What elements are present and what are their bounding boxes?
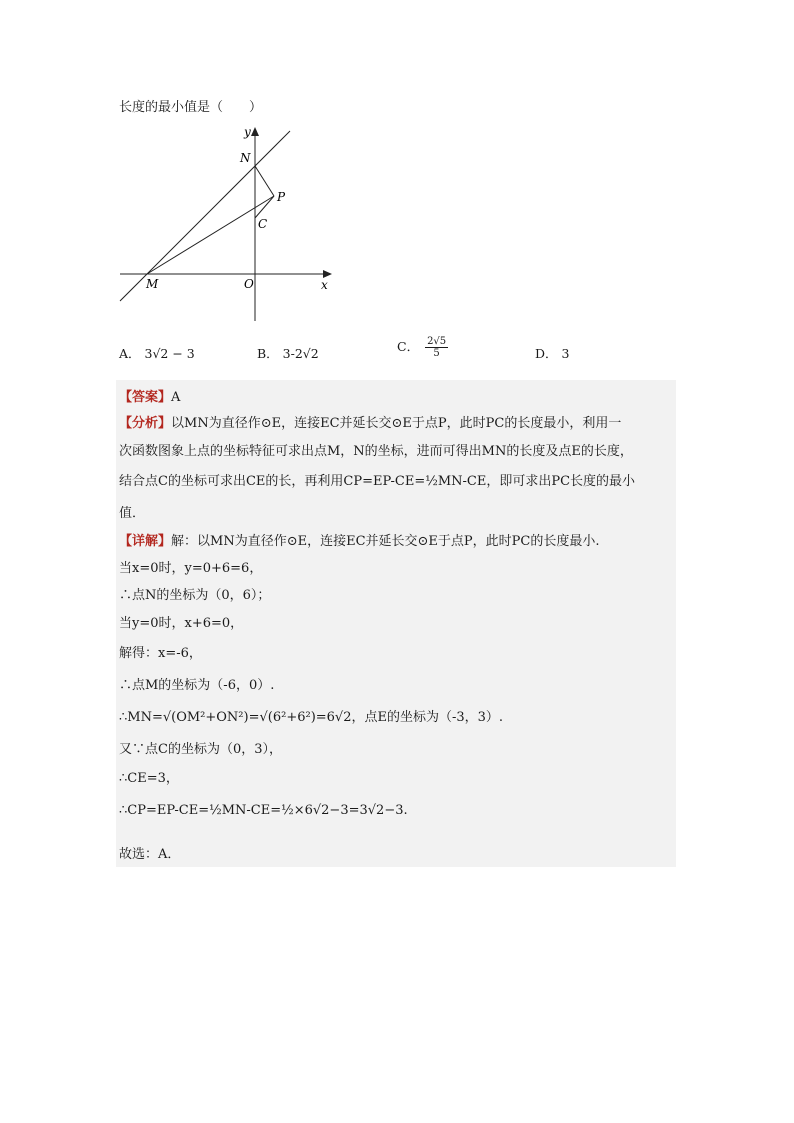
option-a-text: 3√2 − 3 bbox=[144, 346, 195, 361]
option-c-numerator: 2√5 bbox=[427, 336, 447, 347]
detail-line-9: ∴CE=3， bbox=[119, 771, 179, 786]
detail-line-1 bbox=[119, 530, 599, 549]
detail-line-11: 故选：A． bbox=[119, 847, 181, 862]
analysis-text-1: 以MN为直径作⊙E，连接EC并延长交⊙E于点P，此时PC的长度最小，利用一 bbox=[171, 416, 622, 431]
detail-tag: 【详解】 bbox=[119, 534, 172, 549]
segment-cp bbox=[255, 196, 274, 218]
analysis-line-1 bbox=[119, 412, 621, 431]
segment-np bbox=[255, 166, 274, 196]
line-mn bbox=[120, 131, 290, 301]
detail-text-1: 解：以MN为直径作⊙E，连接EC并延长交⊙E于点P，此时PC的长度最小. bbox=[171, 534, 600, 549]
label-n: N bbox=[240, 151, 251, 165]
label-c: C bbox=[258, 217, 268, 231]
analysis-line-2: 次函数图象上点的坐标特征可求出点M，N的坐标，进而可得出MN的长度及点E的长度， bbox=[119, 444, 633, 459]
option-b[interactable] bbox=[257, 344, 319, 362]
detail-line-5: 解得：x=-6， bbox=[119, 646, 202, 661]
analysis-line-4: 值． bbox=[119, 506, 146, 521]
detail-line-10: ∴CP=EP-CE=½MN-CE=½×6√2−3=3√2−3. bbox=[119, 803, 408, 818]
question-stem-tail: 长度的最小值是（ ） bbox=[119, 100, 263, 115]
option-c-letter: C． bbox=[397, 339, 420, 354]
answer-tag: 【答案】 bbox=[119, 390, 172, 405]
option-c[interactable] bbox=[397, 336, 450, 359]
detail-line-8: 又∵点C的坐标为（0，3）， bbox=[119, 742, 282, 757]
answer-value: A bbox=[171, 390, 181, 405]
option-b-text: 3-2√2 bbox=[282, 346, 319, 361]
detail-line-7: ∴MN=√(OM²+ON²)=√(6²+6²)=6√2，点E的坐标为（-3，3）. bbox=[119, 710, 504, 725]
detail-line-4: 当y=0时，x+6=0， bbox=[119, 616, 244, 631]
y-axis-arrow bbox=[251, 127, 259, 136]
label-o: O bbox=[244, 277, 254, 291]
option-c-fraction bbox=[425, 336, 448, 359]
analysis-line-3: 结合点C的坐标可求出CE的长，再利用CP=EP-CE=½MN-CE，即可求出PC长度的最小 bbox=[119, 474, 636, 489]
option-b-letter: B． bbox=[257, 346, 279, 361]
label-p: P bbox=[277, 190, 286, 204]
label-x: x bbox=[321, 278, 328, 292]
option-a[interactable] bbox=[119, 344, 195, 362]
detail-line-2: 当x=0时，y=0+6=6， bbox=[119, 561, 263, 576]
answer-line bbox=[119, 386, 180, 405]
option-d-letter: D． bbox=[535, 346, 558, 361]
option-d-text: 3 bbox=[561, 346, 570, 361]
label-m: M bbox=[146, 277, 159, 291]
option-d[interactable] bbox=[535, 344, 569, 362]
detail-line-3: ∴点N的坐标为（0，6）； bbox=[119, 588, 271, 603]
analysis-tag: 【分析】 bbox=[119, 416, 172, 431]
option-c-denominator: 5 bbox=[433, 348, 440, 359]
detail-line-6: ∴点M的坐标为（-6，0）. bbox=[119, 678, 275, 693]
label-y: y bbox=[244, 125, 251, 139]
x-axis-arrow bbox=[323, 270, 332, 278]
option-a-letter: A． bbox=[119, 346, 141, 361]
geometry-figure bbox=[112, 118, 352, 328]
